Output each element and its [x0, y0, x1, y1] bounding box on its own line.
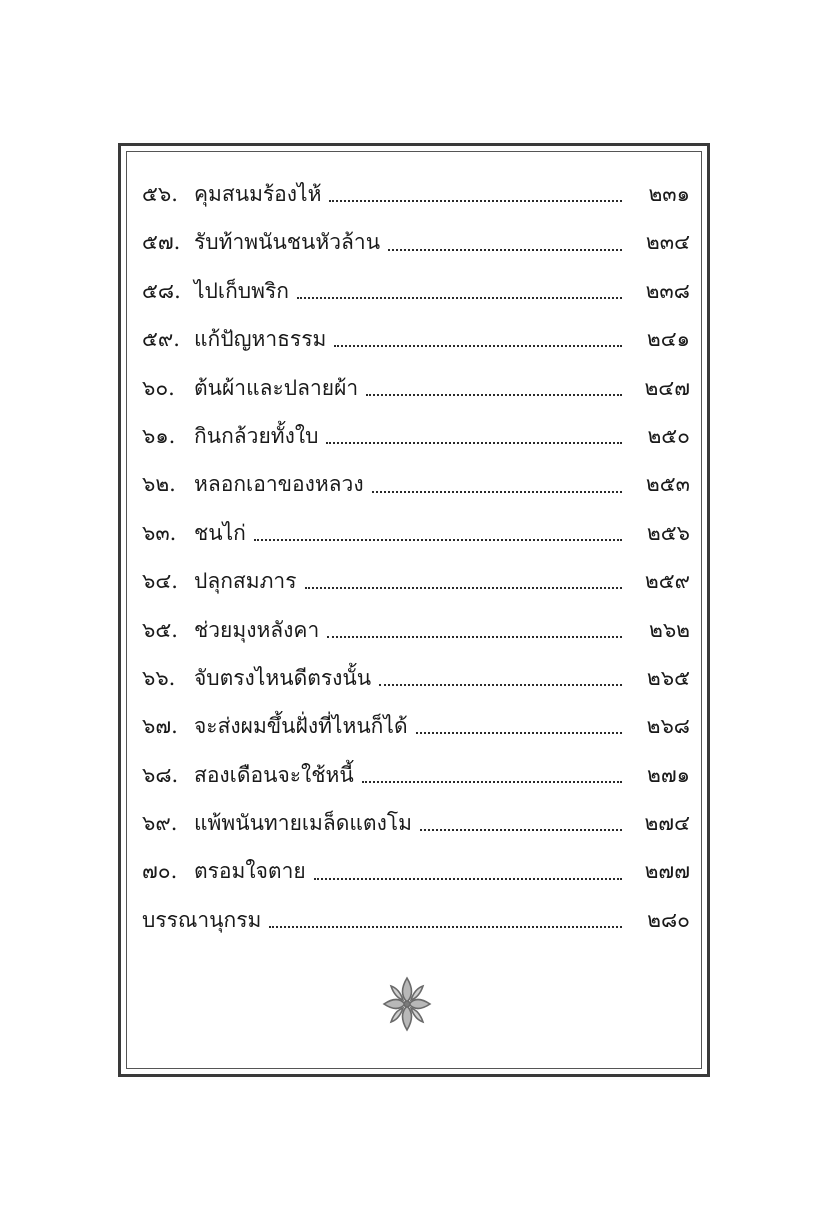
toc-entry-number: ๖๘.	[142, 762, 179, 787]
dot-leader	[326, 442, 622, 444]
toc-entry-title: ปลุกสมภาร	[194, 569, 297, 594]
dot-leader	[314, 878, 622, 880]
toc-entry-page: ๒๔๗	[644, 375, 690, 400]
toc-entry	[142, 799, 690, 847]
toc-entry-number: ๖๗.	[142, 714, 178, 739]
toc-entry	[142, 364, 690, 412]
dot-leader	[329, 200, 622, 202]
toc-entry-page: ๒๔๑	[646, 327, 690, 352]
toc-entry-title: แก้ปัญหาธรรม	[194, 327, 327, 352]
dot-leader	[416, 732, 622, 734]
table-of-contents	[142, 170, 690, 944]
toc-entry-number: ๖๓.	[142, 520, 177, 545]
toc-entry-bibliography	[142, 896, 690, 944]
toc-entry-page: ๒๓๘	[645, 278, 690, 303]
toc-entry-title: ไปเก็บพริก	[194, 278, 289, 303]
dot-leader	[254, 539, 622, 541]
dot-leader	[305, 587, 623, 589]
toc-entry	[142, 460, 690, 508]
toc-entry-number: ๖๙.	[142, 811, 178, 836]
toc-entry-title: แพ้พนันทายเมล็ดแตงโม	[194, 811, 412, 836]
toc-entry-title: ต้นผ้าและปลายผ้า	[194, 375, 359, 400]
toc-entry-number: ๖๖.	[142, 665, 176, 690]
toc-entry	[142, 751, 690, 799]
dot-leader	[362, 781, 622, 783]
toc-entry	[142, 315, 690, 363]
toc-entry-page: ๒๗๑	[647, 762, 690, 787]
toc-entry-page: ๒๖๕	[646, 665, 690, 690]
dot-leader	[372, 491, 622, 493]
toc-entry	[142, 702, 690, 750]
toc-entry-title: บรรณานุกรม	[142, 907, 262, 932]
toc-entry-title: จะส่งผมขึ้นฝั่งที่ไหนก็ได้	[194, 714, 408, 739]
toc-entry-title: ช่วยมุงหลังคา	[194, 617, 320, 642]
toc-entry-number: ๗๐.	[142, 859, 178, 884]
toc-entry-page: ๒๖๘	[646, 714, 690, 739]
toc-entry	[142, 847, 690, 895]
toc-entry-title: ตรอมใจตาย	[194, 859, 306, 884]
toc-entry	[142, 267, 690, 315]
toc-entry-number: ๕๘.	[142, 278, 181, 303]
toc-entry-number: ๕๖.	[142, 182, 178, 206]
dot-leader	[388, 249, 622, 251]
toc-entry-number: ๕๗.	[142, 230, 181, 255]
dot-leader	[379, 684, 622, 686]
toc-entry	[142, 218, 690, 266]
toc-entry-page: ๒๕๓	[645, 472, 690, 497]
toc-entry	[142, 606, 690, 654]
toc-entry-page: ๒๓๔	[645, 230, 690, 255]
toc-entry-page: ๒๕๐	[647, 423, 690, 448]
toc-entry-page: ๒๕๙	[644, 569, 690, 594]
toc-entry-title: จับตรงไหนดีตรงนั้น	[194, 665, 372, 690]
toc-entry-title: รับท้าพนันชนหัวล้าน	[194, 230, 381, 255]
toc-entry	[142, 509, 690, 557]
dot-leader	[297, 297, 622, 299]
dot-leader	[366, 394, 622, 396]
toc-entry-page: ๒๕๖	[646, 520, 690, 545]
toc-entry-number: ๕๙.	[142, 327, 180, 352]
toc-entry-title: สองเดือนจะใช้หนี้	[194, 762, 354, 787]
toc-entry-number: ๖๔.	[142, 569, 178, 594]
toc-entry-page: ๒๖๒	[648, 617, 690, 642]
toc-entry-page: ๒๗๗	[644, 859, 690, 884]
toc-entry-title: คุมสนมร้องไห้	[194, 182, 322, 206]
toc-entry-number: ๖๐.	[142, 375, 175, 400]
toc-entry-page: ๒๘๐	[647, 907, 690, 932]
dot-leader	[327, 636, 622, 638]
dot-leader	[269, 926, 622, 928]
toc-entry-page: ๒๓๑	[648, 182, 690, 206]
dot-leader	[334, 345, 622, 347]
toc-entry-number: ๖๒.	[142, 472, 176, 497]
dot-leader	[420, 829, 622, 831]
toc-entry-number: ๖๑.	[142, 423, 176, 448]
floral-ornament-icon	[381, 974, 433, 1034]
toc-entry-title: หลอกเอาของหลวง	[194, 472, 364, 497]
toc-entry-title: ชนไก่	[194, 520, 246, 545]
toc-entry	[142, 557, 690, 605]
toc-entry	[142, 654, 690, 702]
toc-entry-page: ๒๗๔	[644, 811, 690, 836]
toc-entry	[142, 170, 690, 218]
toc-entry-number: ๖๕.	[142, 617, 178, 642]
toc-entry	[142, 412, 690, 460]
toc-entry-title: กินกล้วยทั้งใบ	[194, 423, 319, 448]
